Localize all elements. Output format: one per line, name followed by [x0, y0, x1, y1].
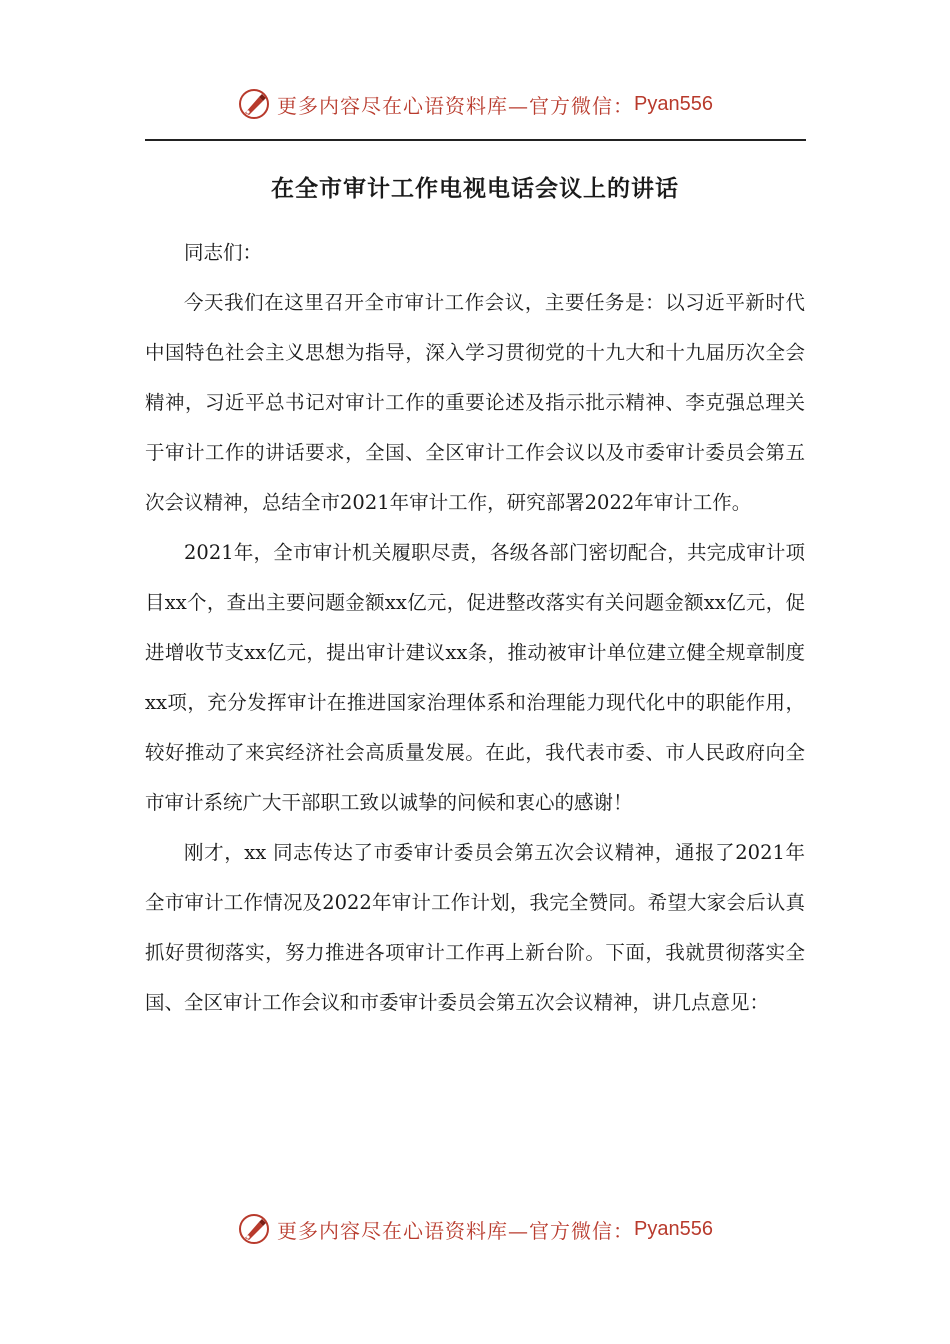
header-divider — [145, 139, 806, 141]
paragraph-2: 2021年，全市审计机关履职尽责，各级各部门密切配合，共完成审计项目xx个，查出主要问题金额xx亿元，促进整改落实有关问题金额xx亿元，促进增收节支xx亿元，提出审计建议xx条，推动被审计单位建立健全规章制度xx项，充分发挥审计在推进国家治理体系和治理能力现代化中的职能作用，较好推动了来宾经济社会高质量发展。在此，我代表市委、市人民政府向全市审计系统广大干部职工致以诚挚的问候和衷心的感谢！ — [145, 541, 805, 814]
header-banner-text: 更多内容尽在心语资料库—官方微信： — [277, 93, 635, 118]
salutation: 同志们： — [184, 241, 263, 264]
pen-logo-icon — [237, 87, 271, 121]
paragraph-3: 刚才，xx 同志传达了市委审计委员会第五次会议精神，通报了2021年全市审计工作情况及2022年审计工作计划，我完全赞同。希望大家会后认真抓好贯彻落实，努力推进各项审计工作再上新台阶。下面，我就贯彻落实全国、全区审计工作会议和市委审计委员会第五次会议精神，讲几点意见： — [145, 841, 805, 1014]
pen-logo-icon — [237, 1212, 271, 1246]
header-banner — [0, 84, 950, 124]
document-title: 在全市审计工作电视电话会议上的讲话 — [271, 176, 679, 202]
footer-banner-handle: Pyan556 — [634, 1217, 713, 1240]
footer-banner — [0, 1209, 950, 1249]
footer-banner-text: 更多内容尽在心语资料库—官方微信： — [277, 1218, 635, 1243]
header-banner-handle: Pyan556 — [634, 92, 713, 115]
document-body — [145, 228, 805, 1028]
paragraph-1: 今天我们在这里召开全市审计工作会议，主要任务是：以习近平新时代中国特色社会主义思想为指导，深入学习贯彻党的十九大和十九届历次全会精神，习近平总书记对审计工作的重要论述及指示批示精神、李克强总理关于审计工作的讲话要求，全国、全区审计工作会议以及市委审计委员会第五次会议精神，总结全市2021年审计工作，研究部署2022年审计工作。 — [145, 291, 805, 514]
